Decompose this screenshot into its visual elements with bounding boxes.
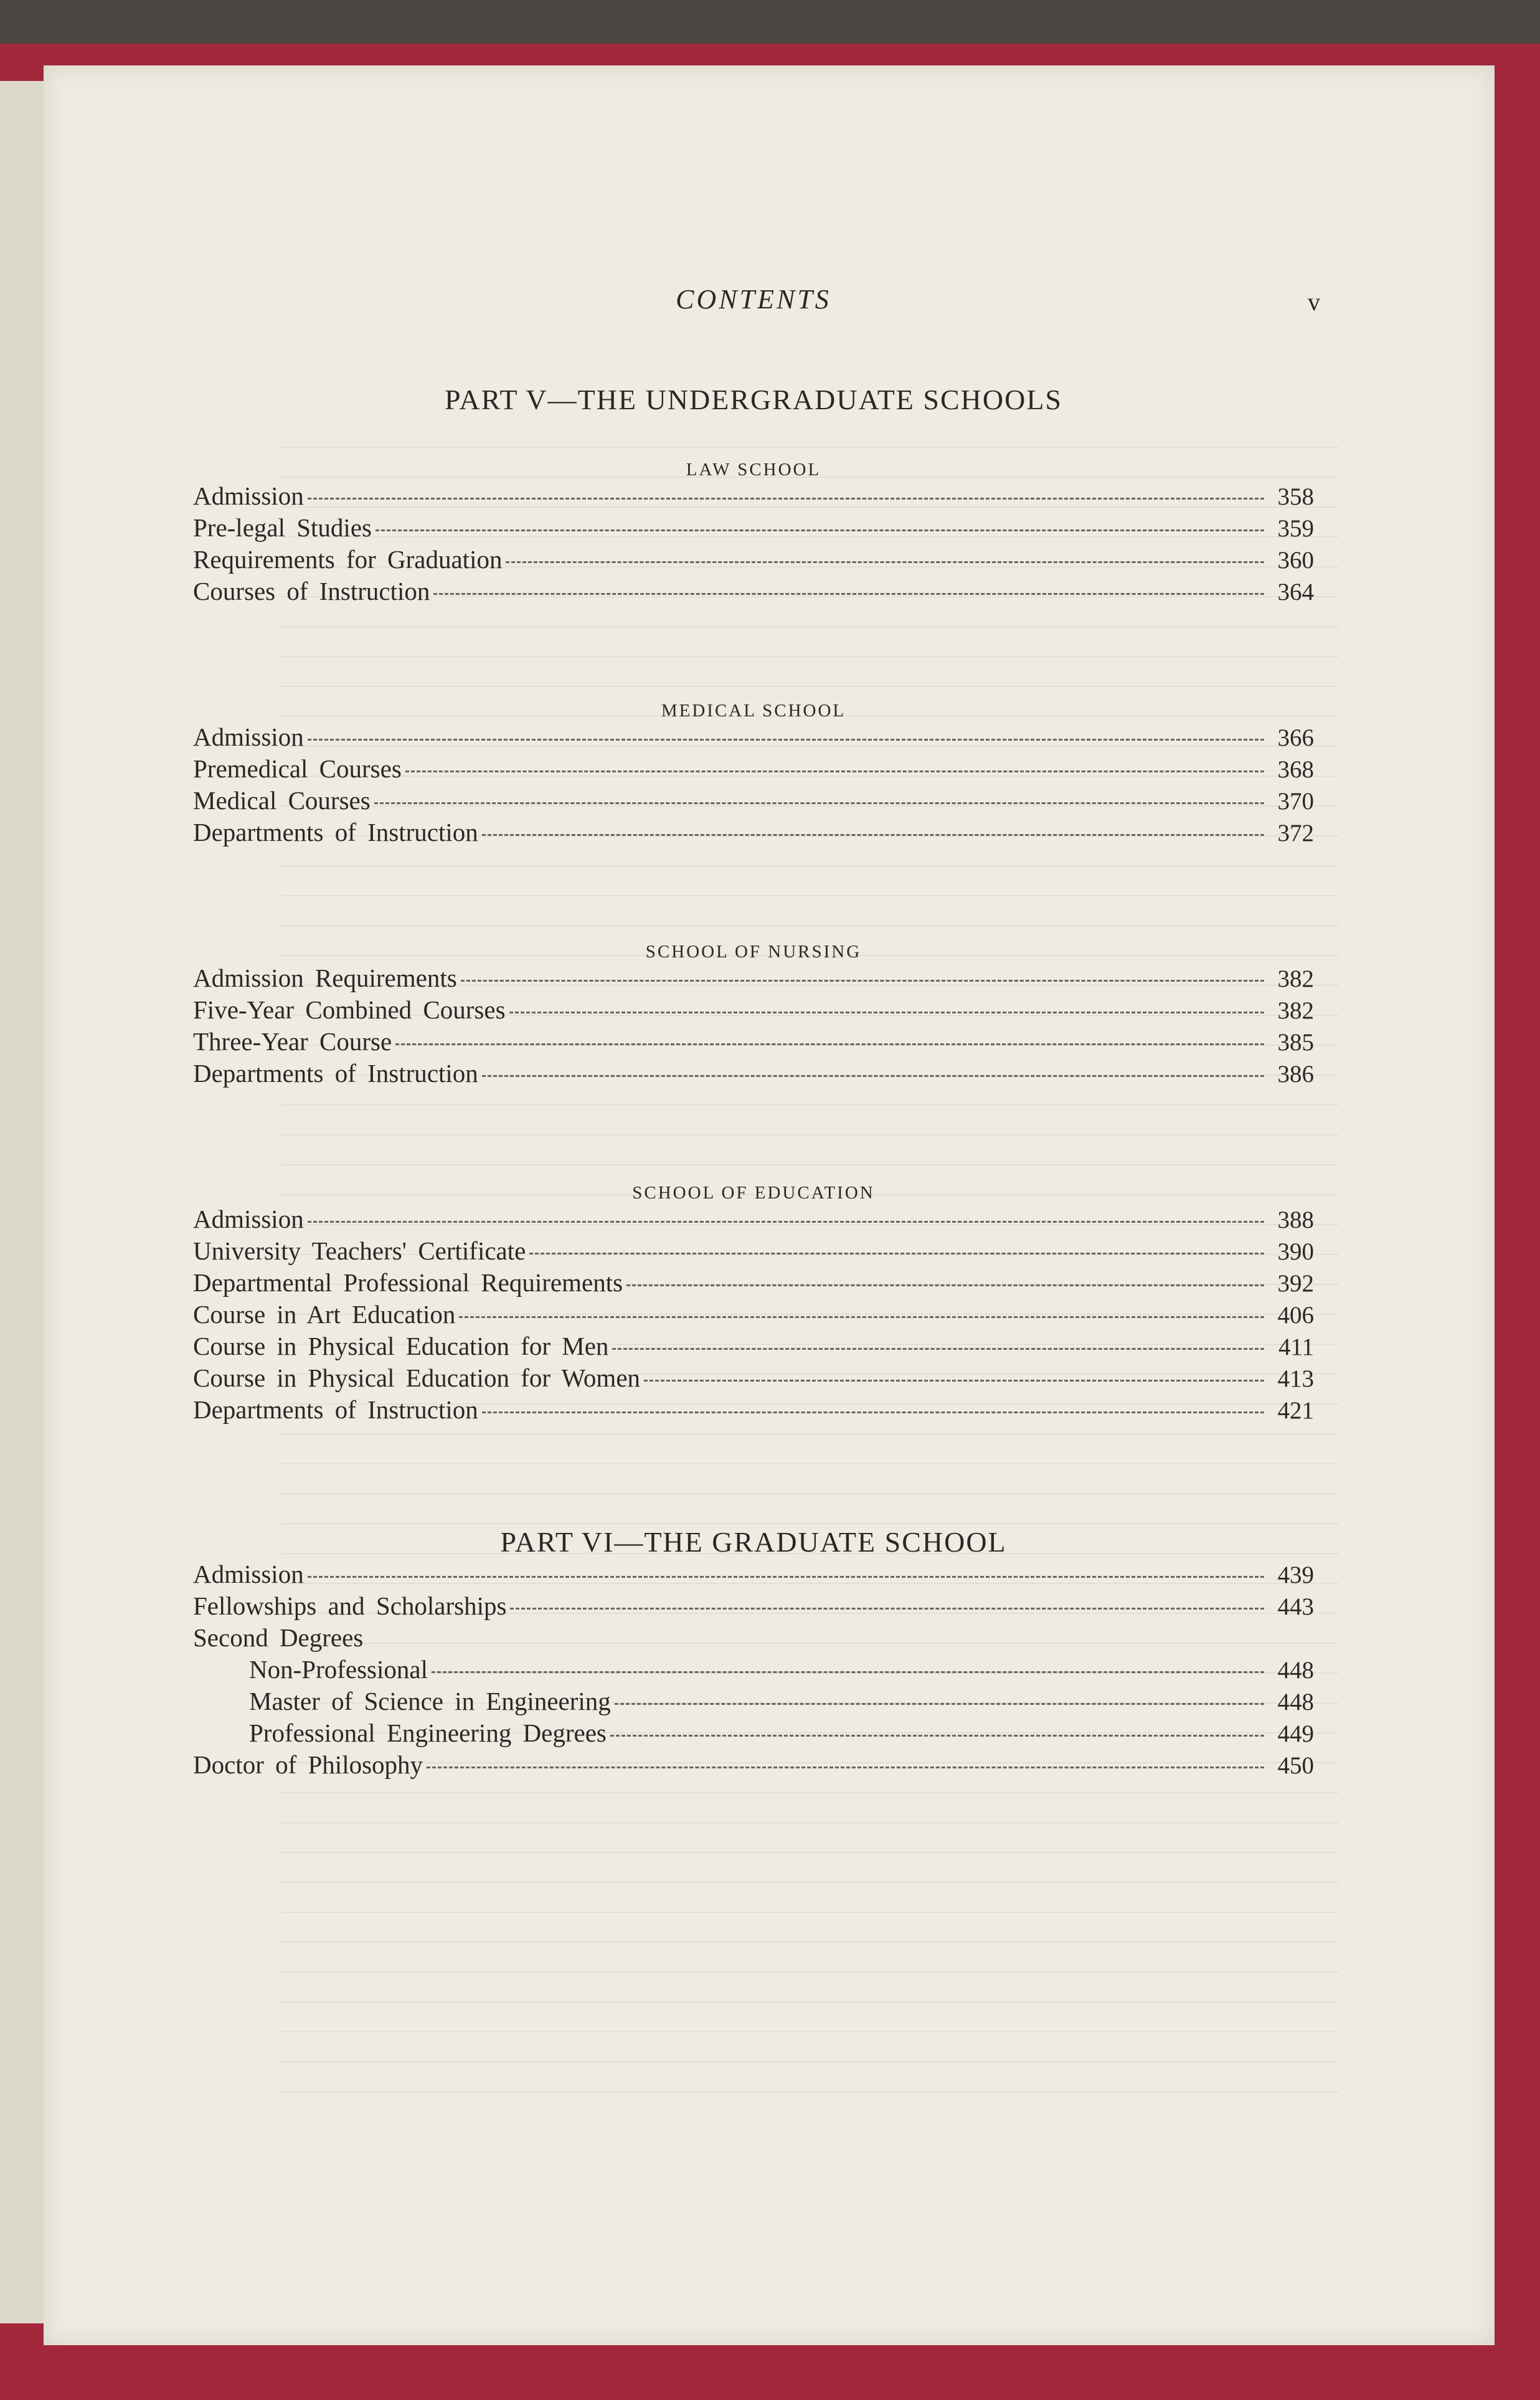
toc-entry[interactable] <box>193 994 1314 1026</box>
toc-entry-label: Second Degrees <box>193 1623 364 1652</box>
dot-leader <box>482 1411 1264 1413</box>
page-folio: v <box>1308 288 1320 316</box>
toc-entry[interactable] <box>193 1058 1314 1089</box>
toc-entry-page: 385 <box>1277 1029 1314 1056</box>
toc-entry[interactable] <box>193 1203 1314 1235</box>
toc-entry[interactable] <box>193 1717 1314 1749</box>
toc-entry[interactable] <box>193 1654 1314 1686</box>
dot-leader <box>482 1075 1264 1077</box>
toc-entry-page: 448 <box>1277 1689 1314 1715</box>
toc-entry[interactable] <box>193 576 1314 607</box>
dot-leader <box>644 1380 1264 1382</box>
dot-leader <box>615 1703 1264 1705</box>
toc-entry-page: 372 <box>1277 820 1314 847</box>
section-title: LAW SCHOOL <box>686 460 821 480</box>
toc-entry-label: Five-Year Combined Courses <box>193 995 506 1024</box>
dot-leader <box>427 1767 1264 1768</box>
section-title: MEDICAL SCHOOL <box>661 701 846 721</box>
toc-entry-label: Departments of Instruction <box>193 1395 478 1424</box>
dot-leader <box>459 1316 1264 1318</box>
dot-leader <box>506 561 1264 563</box>
toc-entry-page: 390 <box>1277 1238 1314 1265</box>
toc-entry[interactable] <box>193 962 1314 994</box>
toc-entry-page: 360 <box>1277 547 1314 574</box>
dot-leader <box>395 1043 1264 1045</box>
toc-entry-label: Admission Requirements <box>193 964 457 992</box>
toc-entry[interactable] <box>193 1235 1314 1267</box>
toc-entry[interactable] <box>193 1026 1314 1058</box>
toc-entry-page: 366 <box>1277 724 1314 751</box>
toc-entry-label: Medical Courses <box>193 786 371 815</box>
toc-entry[interactable] <box>193 721 1314 753</box>
dot-leader <box>308 1221 1264 1223</box>
toc-entry-page: 364 <box>1277 579 1314 605</box>
contents-body <box>193 283 1320 1781</box>
toc-entry-page: 359 <box>1277 515 1314 542</box>
toc-entry-page: 421 <box>1277 1397 1314 1424</box>
toc-entry[interactable] <box>193 1330 1314 1362</box>
toc-entry-label: Admission <box>193 723 304 751</box>
toc-entry-page: 450 <box>1277 1752 1314 1779</box>
toc-entry[interactable] <box>193 1394 1314 1426</box>
toc-entry[interactable] <box>193 1686 1314 1717</box>
toc-entry-label: Doctor of Philosophy <box>193 1750 423 1779</box>
toc-entry-label: Pre-legal Studies <box>193 513 372 542</box>
toc-entry-label: Professional Engineering Degrees <box>249 1719 607 1747</box>
toc-entry-page: 449 <box>1277 1720 1314 1747</box>
toc-list <box>193 721 1314 848</box>
toc-entry[interactable] <box>193 1299 1314 1330</box>
dot-leader <box>374 802 1264 804</box>
facing-page-edge <box>0 81 44 2323</box>
dot-leader <box>308 739 1264 741</box>
toc-entry-label: Departmental Professional Requirements <box>193 1268 623 1297</box>
toc-entry-label: Fellowships and Scholarships <box>193 1591 507 1620</box>
toc-entry-page: 443 <box>1277 1593 1314 1620</box>
toc-list <box>193 962 1314 1089</box>
toc-entry[interactable] <box>193 480 1314 512</box>
toc-entry[interactable] <box>193 544 1314 576</box>
dot-leader <box>461 980 1264 982</box>
toc-entry-page: 411 <box>1278 1334 1314 1360</box>
toc-entry[interactable] <box>193 785 1314 817</box>
toc-entry[interactable] <box>193 512 1314 544</box>
toc-entry[interactable] <box>193 1362 1314 1394</box>
toc-entry-page: 448 <box>1277 1657 1314 1684</box>
toc-entry[interactable] <box>193 1558 1314 1590</box>
toc-entry-label: Admission <box>193 1560 304 1588</box>
toc-entry-label: Departments of Instruction <box>193 818 478 847</box>
toc-list <box>193 480 1314 607</box>
toc-entry-page: 413 <box>1277 1365 1314 1392</box>
toc-entry-heading <box>193 1622 1314 1654</box>
toc-entry-label: Master of Science in Engineering <box>249 1687 611 1715</box>
toc-entry-label: Premedical Courses <box>193 754 402 783</box>
toc-entry-page: 386 <box>1277 1061 1314 1088</box>
toc-entry-label: Requirements for Graduation <box>193 545 503 574</box>
dot-leader <box>612 1348 1264 1350</box>
toc-entry[interactable] <box>193 1267 1314 1299</box>
toc-list <box>193 1203 1314 1426</box>
dot-leader <box>405 771 1264 772</box>
toc-entry[interactable] <box>193 817 1314 848</box>
toc-entry-page: 406 <box>1277 1302 1314 1329</box>
part-title: PART V—THE UNDERGRADUATE SCHOOLS <box>445 384 1062 415</box>
running-head-title: CONTENTS <box>676 284 831 315</box>
toc-list <box>193 1558 1314 1781</box>
toc-entry-label: Admission <box>193 1205 304 1233</box>
book-page <box>44 65 1495 2345</box>
toc-entry-page: 382 <box>1277 965 1314 992</box>
section-title: SCHOOL OF NURSING <box>645 942 862 962</box>
toc-entry-page: 439 <box>1277 1562 1314 1588</box>
dot-leader <box>510 1608 1264 1610</box>
toc-entry-label: Course in Physical Education for Men <box>193 1332 609 1360</box>
toc-entry-page: 388 <box>1277 1207 1314 1233</box>
dot-leader <box>626 1284 1264 1286</box>
toc-entry-page: 370 <box>1277 788 1314 815</box>
toc-entry-label: Non-Professional <box>249 1655 428 1684</box>
toc-entry-page: 392 <box>1277 1270 1314 1297</box>
toc-entry-label: Departments of Instruction <box>193 1059 478 1088</box>
toc-entry-label: Course in Art Education <box>193 1300 456 1329</box>
toc-entry-page: 368 <box>1277 756 1314 783</box>
dot-leader <box>376 529 1264 531</box>
toc-entry[interactable] <box>193 1590 1314 1622</box>
toc-entry-label: Courses of Instruction <box>193 577 430 605</box>
toc-entry-page: 382 <box>1277 997 1314 1024</box>
dot-leader <box>432 1671 1264 1673</box>
dot-leader <box>509 1012 1264 1013</box>
section-title: SCHOOL OF EDUCATION <box>632 1183 875 1203</box>
toc-entry-label: Admission <box>193 481 304 510</box>
dot-leader <box>610 1735 1264 1737</box>
running-head <box>193 283 1320 339</box>
toc-entry[interactable] <box>193 1749 1314 1781</box>
toc-entry-label: Three-Year Course <box>193 1027 392 1056</box>
dot-leader <box>482 834 1264 836</box>
toc-entry[interactable] <box>193 753 1314 785</box>
toc-entry-page: 358 <box>1277 483 1314 510</box>
dot-leader <box>308 498 1264 500</box>
part-title: PART VI—THE GRADUATE SCHOOL <box>500 1526 1007 1558</box>
dot-leader <box>308 1576 1264 1578</box>
toc-entry-label: Course in Physical Education for Women <box>193 1364 641 1392</box>
dot-leader <box>433 593 1264 595</box>
dot-leader <box>529 1253 1264 1255</box>
toc-entry-label: University Teachers' Certificate <box>193 1236 526 1265</box>
